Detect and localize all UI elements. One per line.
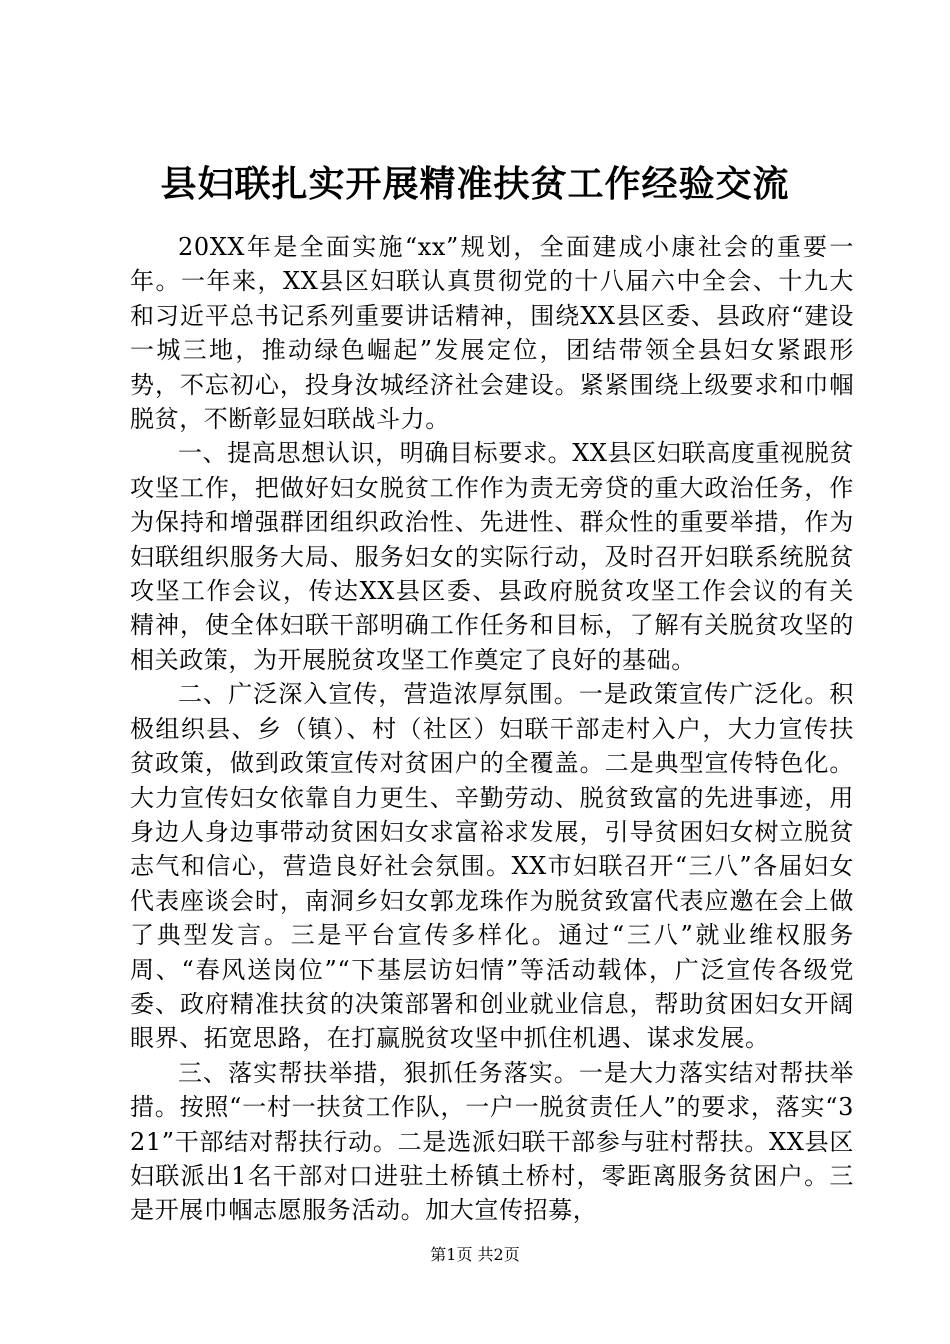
paragraph-section-1: 一、提高思想认识，明确目标要求。XX县区妇联高度重视脱贫攻坚工作，把做好妇女脱贫工作作为责无旁贷的重大政治任务，作为保持和增强群团组织政治性、先进性、群众性的重要举措，作为妇联组织服务大局、服务妇女的实际行动，及时召开妇联系统脱贫攻坚工作会议，传达XX县区委、县政府脱贫攻坚工作会议的有关精神，使全体妇联干部明确工作任务和目标，了解有关脱贫攻坚的相关政策，为开展脱贫攻坚工作奠定了良好的基础。 — [130, 439, 854, 674]
paragraph-section-3: 三、落实帮扶举措，狠抓任务落实。一是大力落实结对帮扶举措。按照“一村一扶贫工作队，一户一脱贫责任人”的要求，落实“321”干部结对帮扶行动。二是选派妇联干部参与驻村帮扶。XX县区妇联派出1名干部对口进驻土桥镇土桥村，零距离服务贫困户。三是开展巾帼志愿服务活动。加大宣传招募， — [130, 1058, 854, 1225]
paragraph-section-2: 二、广泛深入宣传，营造浓厚氛围。一是政策宣传广泛化。积极组织县、乡（镇）、村（社区）妇联干部走村入户，大力宣传扶贫政策，做到政策宣传对贫困户的全覆盖。二是典型宣传特色化。大力宣传妇女依靠自力更生、辛勤劳动、脱贫致富的先进事迹，用身边人身边事带动贫困妇女求富裕求发展，引导贫困妇女树立脱贫志气和信心，营造良好社会氛围。XX市妇联召开“三八”各届妇女代表座谈会时，南洞乡妇女郭龙珠作为脱贫致富代表应邀在会上做了典型发言。三是平台宣传多样化。通过“三八”就业维权服务周、“春风送岗位”“下基层访妇情”等活动载体，广泛宣传各级党委、政府精准扶贫的决策部署和创业就业信息，帮助贫困妇女开阔眼界、拓宽思路，在打赢脱贫攻坚中抓住机遇、谋求发展。 — [130, 680, 854, 1053]
paragraph-intro: 20XX年是全面实施“xx”规划，全面建成小康社会的重要一年。一年来，XX县区妇联认真贯彻党的十八届六中全会、十九大和习近平总书记系列重要讲话精神，围绕XX县区委、县政府“建设一城三地，推动绿色崛起”发展定位，团结带领全县妇女紧跟形势，不忘初心，投身汝城经济社会建设。紧紧围绕上级要求和巾帼脱贫，不断彰显妇联战斗力。 — [130, 233, 854, 434]
document-title: 县妇联扎实开展精准扶贫工作经验交流 — [160, 163, 790, 205]
page-number-footer: 第1页 共2页 — [430, 1245, 520, 1264]
document-body — [130, 230, 854, 1228]
